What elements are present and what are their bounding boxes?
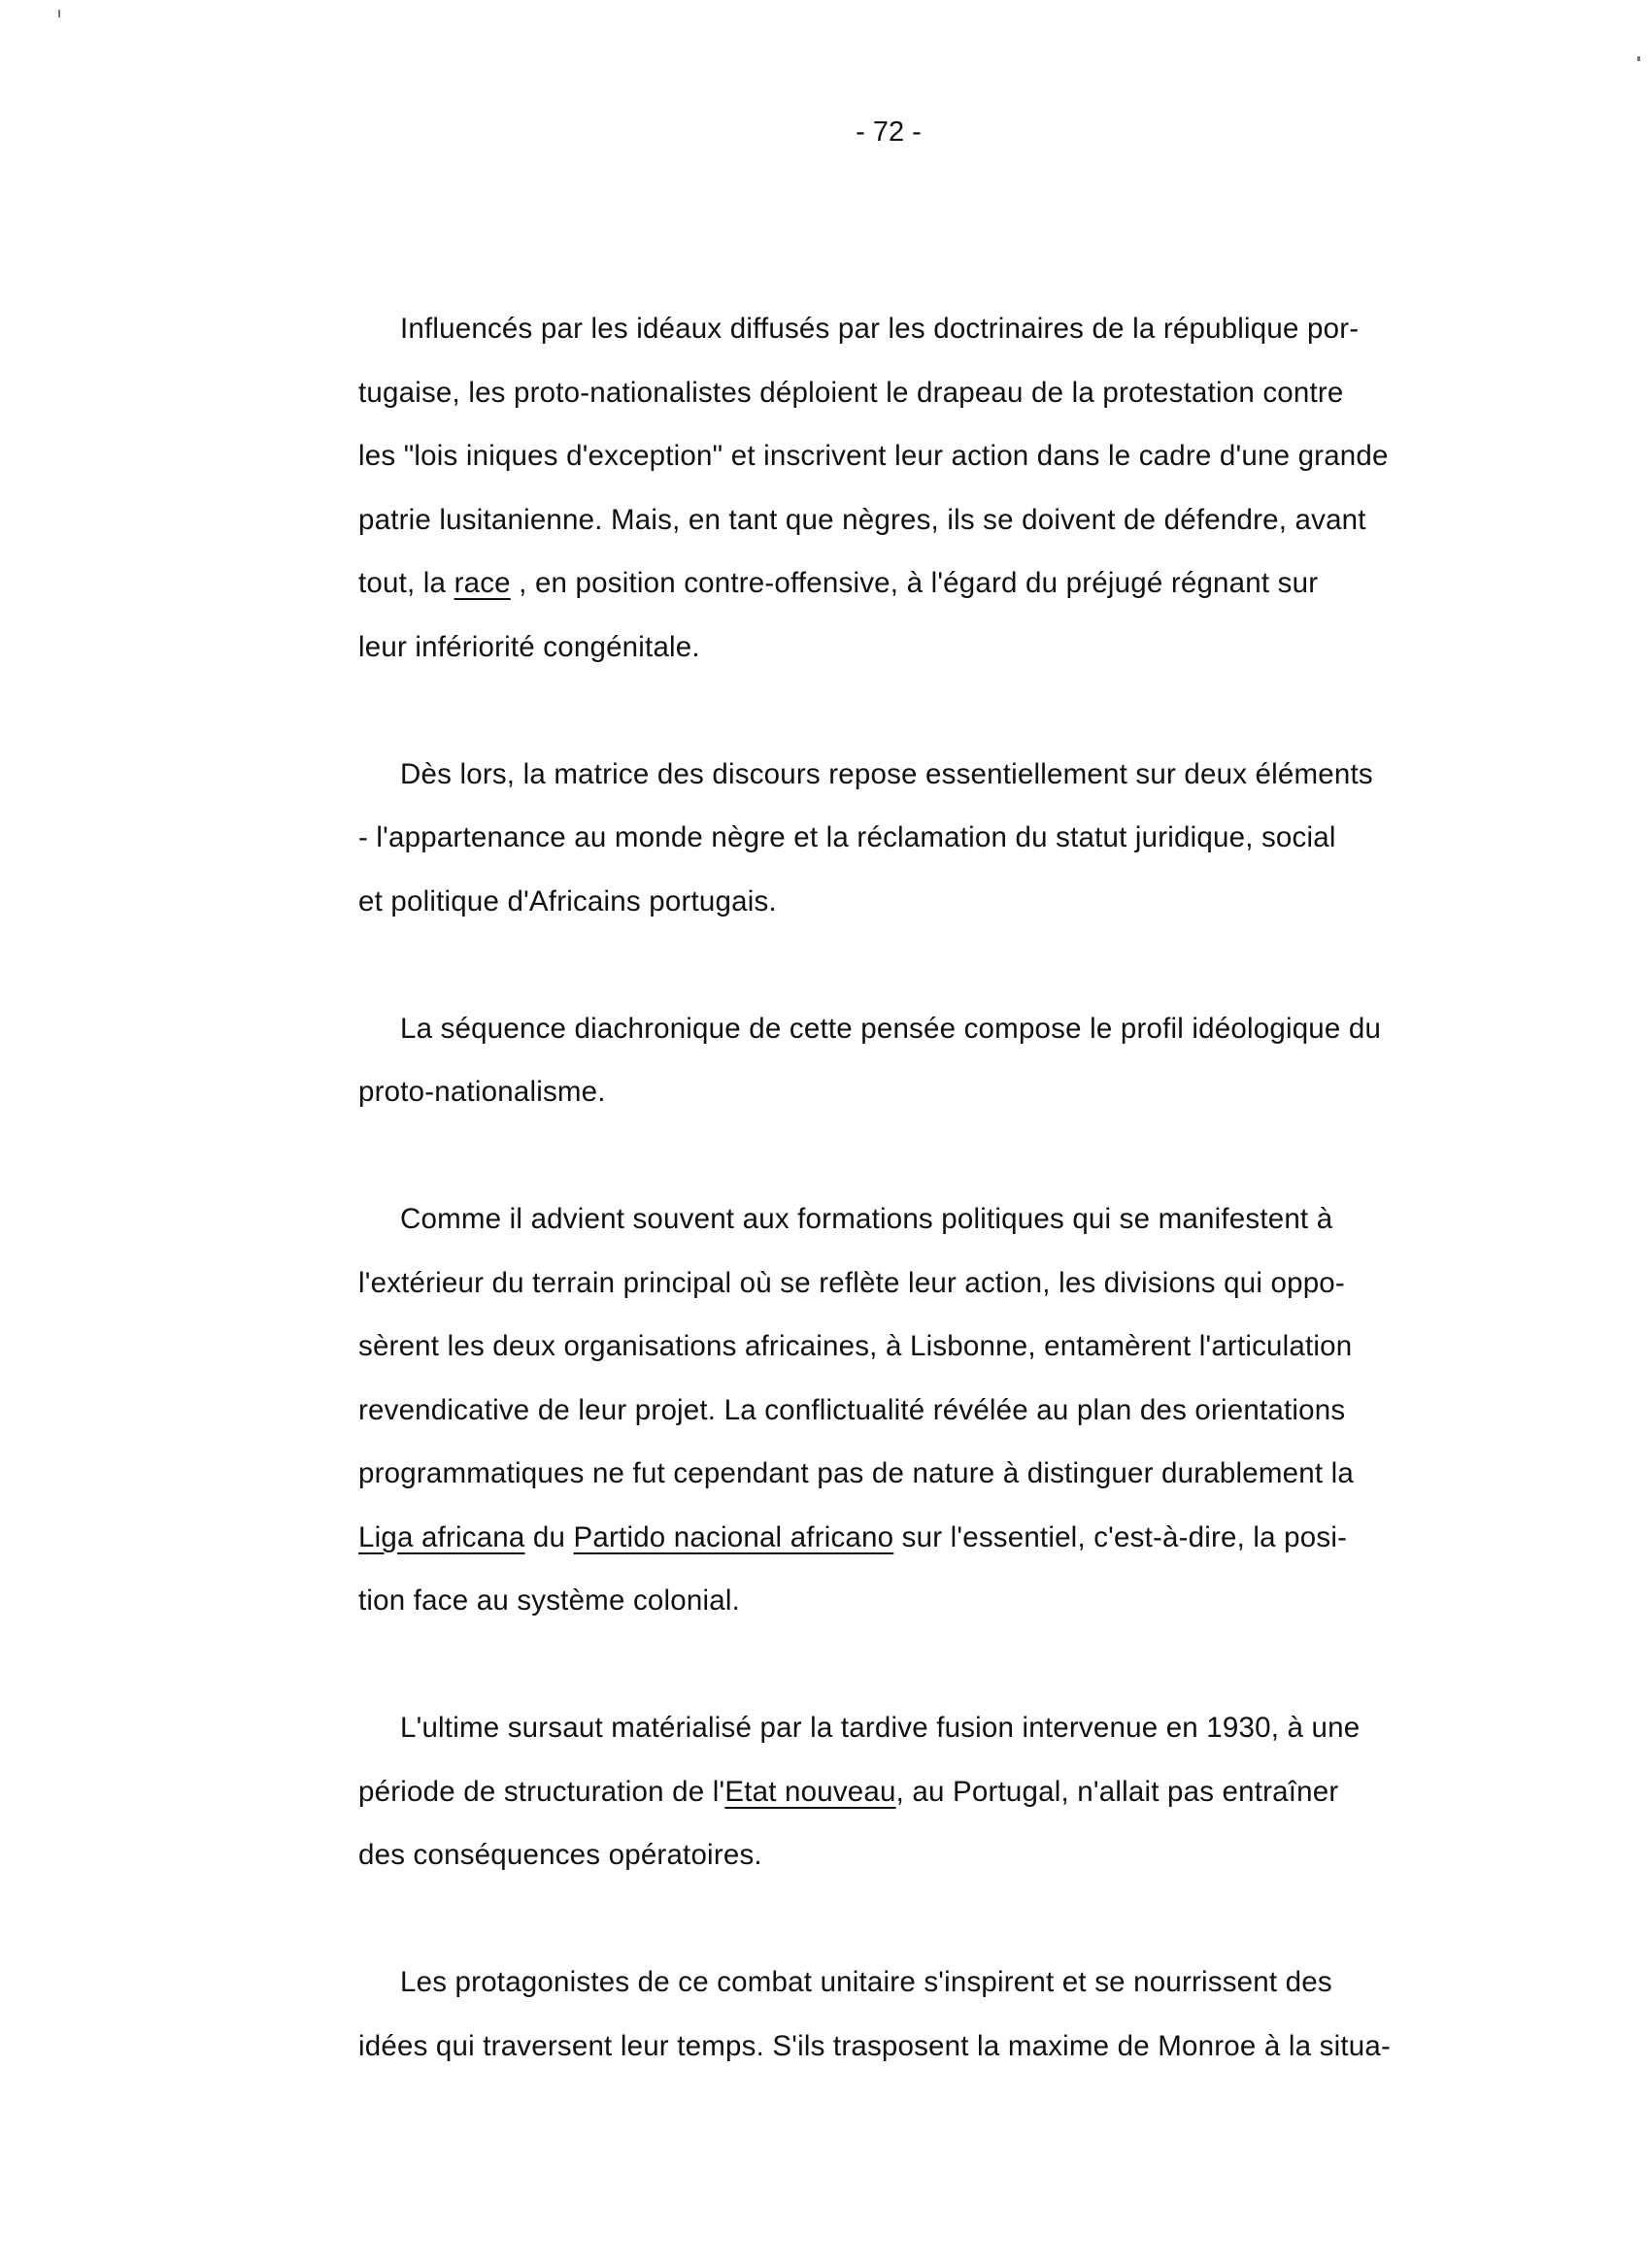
text-line bbox=[358, 743, 1572, 807]
text-line bbox=[358, 1379, 1572, 1443]
scan-speck bbox=[1637, 56, 1640, 61]
text-segment: Comme il advient souvent aux formations politiques qui se manifestent à bbox=[400, 1203, 1333, 1235]
underlined-term: Etat nouveau bbox=[724, 1775, 896, 1808]
text-line bbox=[358, 2015, 1572, 2079]
text-line bbox=[358, 424, 1572, 488]
paragraph bbox=[358, 297, 1572, 679]
text-line bbox=[358, 616, 1572, 680]
text-segment: sur l'essentiel, c'est-à-dire, la posi- bbox=[893, 1520, 1348, 1553]
text-segment: sèrent les deux organisations africaines, à Lisbonne, entamèrent l'articulation bbox=[358, 1330, 1353, 1362]
page-number: - 72 - bbox=[856, 117, 922, 148]
text-segment: période de structuration de l' bbox=[358, 1775, 725, 1808]
document-body bbox=[358, 297, 1572, 2142]
text-segment: l'extérieur du terrain principal où se reflète leur action, les divisions qui oppo- bbox=[358, 1266, 1345, 1299]
text-segment: Dès lors, la matrice des discours repose essentiellement sur deux éléments bbox=[400, 757, 1373, 790]
text-line bbox=[358, 1696, 1572, 1760]
text-segment: La séquence diachronique de cette pensée compose le profil idéologique du bbox=[400, 1012, 1382, 1045]
paragraph bbox=[358, 1951, 1572, 2078]
text-segment: programmatiques ne fut cependant pas de nature à distinguer durablement la bbox=[358, 1457, 1355, 1489]
text-segment: proto-nationalisme. bbox=[358, 1076, 606, 1108]
text-line bbox=[358, 1315, 1572, 1379]
text-line bbox=[358, 1760, 1572, 1824]
text-line bbox=[358, 1823, 1572, 1887]
text-segment: du bbox=[524, 1520, 574, 1553]
text-segment: - l'appartenance au monde nègre et la réclamation du statut juridique, social bbox=[358, 821, 1336, 853]
text-segment: L'ultime sursaut matérialisé par la tardive fusion intervenue en 1930, à une bbox=[400, 1712, 1361, 1744]
text-segment: tion face au système colonial. bbox=[358, 1584, 740, 1617]
text-line bbox=[358, 361, 1572, 425]
underlined-term: race bbox=[454, 567, 511, 599]
text-segment: revendicative de leur projet. La conflictualité révélée au plan des orientations bbox=[358, 1393, 1346, 1426]
underlined-term: Partido nacional africano bbox=[573, 1520, 894, 1553]
text-segment: , au Portugal, n'allait pas entraîner bbox=[895, 1775, 1339, 1808]
text-segment: , en position contre-offensive, à l'égard du préjugé régnant sur bbox=[510, 567, 1319, 599]
paragraph bbox=[358, 1696, 1572, 1887]
text-line bbox=[358, 997, 1572, 1061]
text-line bbox=[358, 1951, 1572, 2015]
paragraph bbox=[358, 1187, 1572, 1633]
text-segment: Les protagonistes de ce combat unitaire s'inspirent et se nourrissent des bbox=[400, 1966, 1332, 1998]
text-line bbox=[358, 488, 1572, 552]
text-line bbox=[358, 1569, 1572, 1633]
text-segment: et politique d'Africains portugais. bbox=[358, 884, 777, 917]
text-line bbox=[358, 1187, 1572, 1251]
underlined-term: Liga africana bbox=[358, 1520, 525, 1553]
text-segment: des conséquences opératoires. bbox=[358, 1839, 762, 1871]
text-line bbox=[358, 551, 1572, 616]
text-line bbox=[358, 297, 1572, 361]
text-line bbox=[358, 1442, 1572, 1506]
text-line bbox=[358, 1506, 1572, 1570]
text-line bbox=[358, 1251, 1572, 1316]
text-segment: les "lois iniques d'exception" et inscrivent leur action dans le cadre d'une grande bbox=[358, 440, 1389, 472]
text-line bbox=[358, 806, 1572, 870]
text-line bbox=[358, 870, 1572, 934]
text-segment: patrie lusitanienne. Mais, en tant que nègres, ils se doivent de défendre, avant bbox=[358, 503, 1366, 536]
text-line bbox=[358, 1060, 1572, 1124]
text-segment: tugaise, les proto-nationalistes déploient le drapeau de la protestation contre bbox=[358, 376, 1344, 409]
text-segment: leur infériorité congénitale. bbox=[358, 630, 700, 663]
text-segment: idées qui traversent leur temps. S'ils trasposent la maxime de Monroe à la situa- bbox=[358, 2029, 1392, 2062]
paragraph bbox=[358, 743, 1572, 934]
scan-speck bbox=[58, 10, 60, 17]
text-segment: Influencés par les idéaux diffusés par les doctrinaires de la république por- bbox=[400, 313, 1360, 345]
paragraph bbox=[358, 997, 1572, 1124]
text-segment: tout, la bbox=[358, 567, 454, 599]
